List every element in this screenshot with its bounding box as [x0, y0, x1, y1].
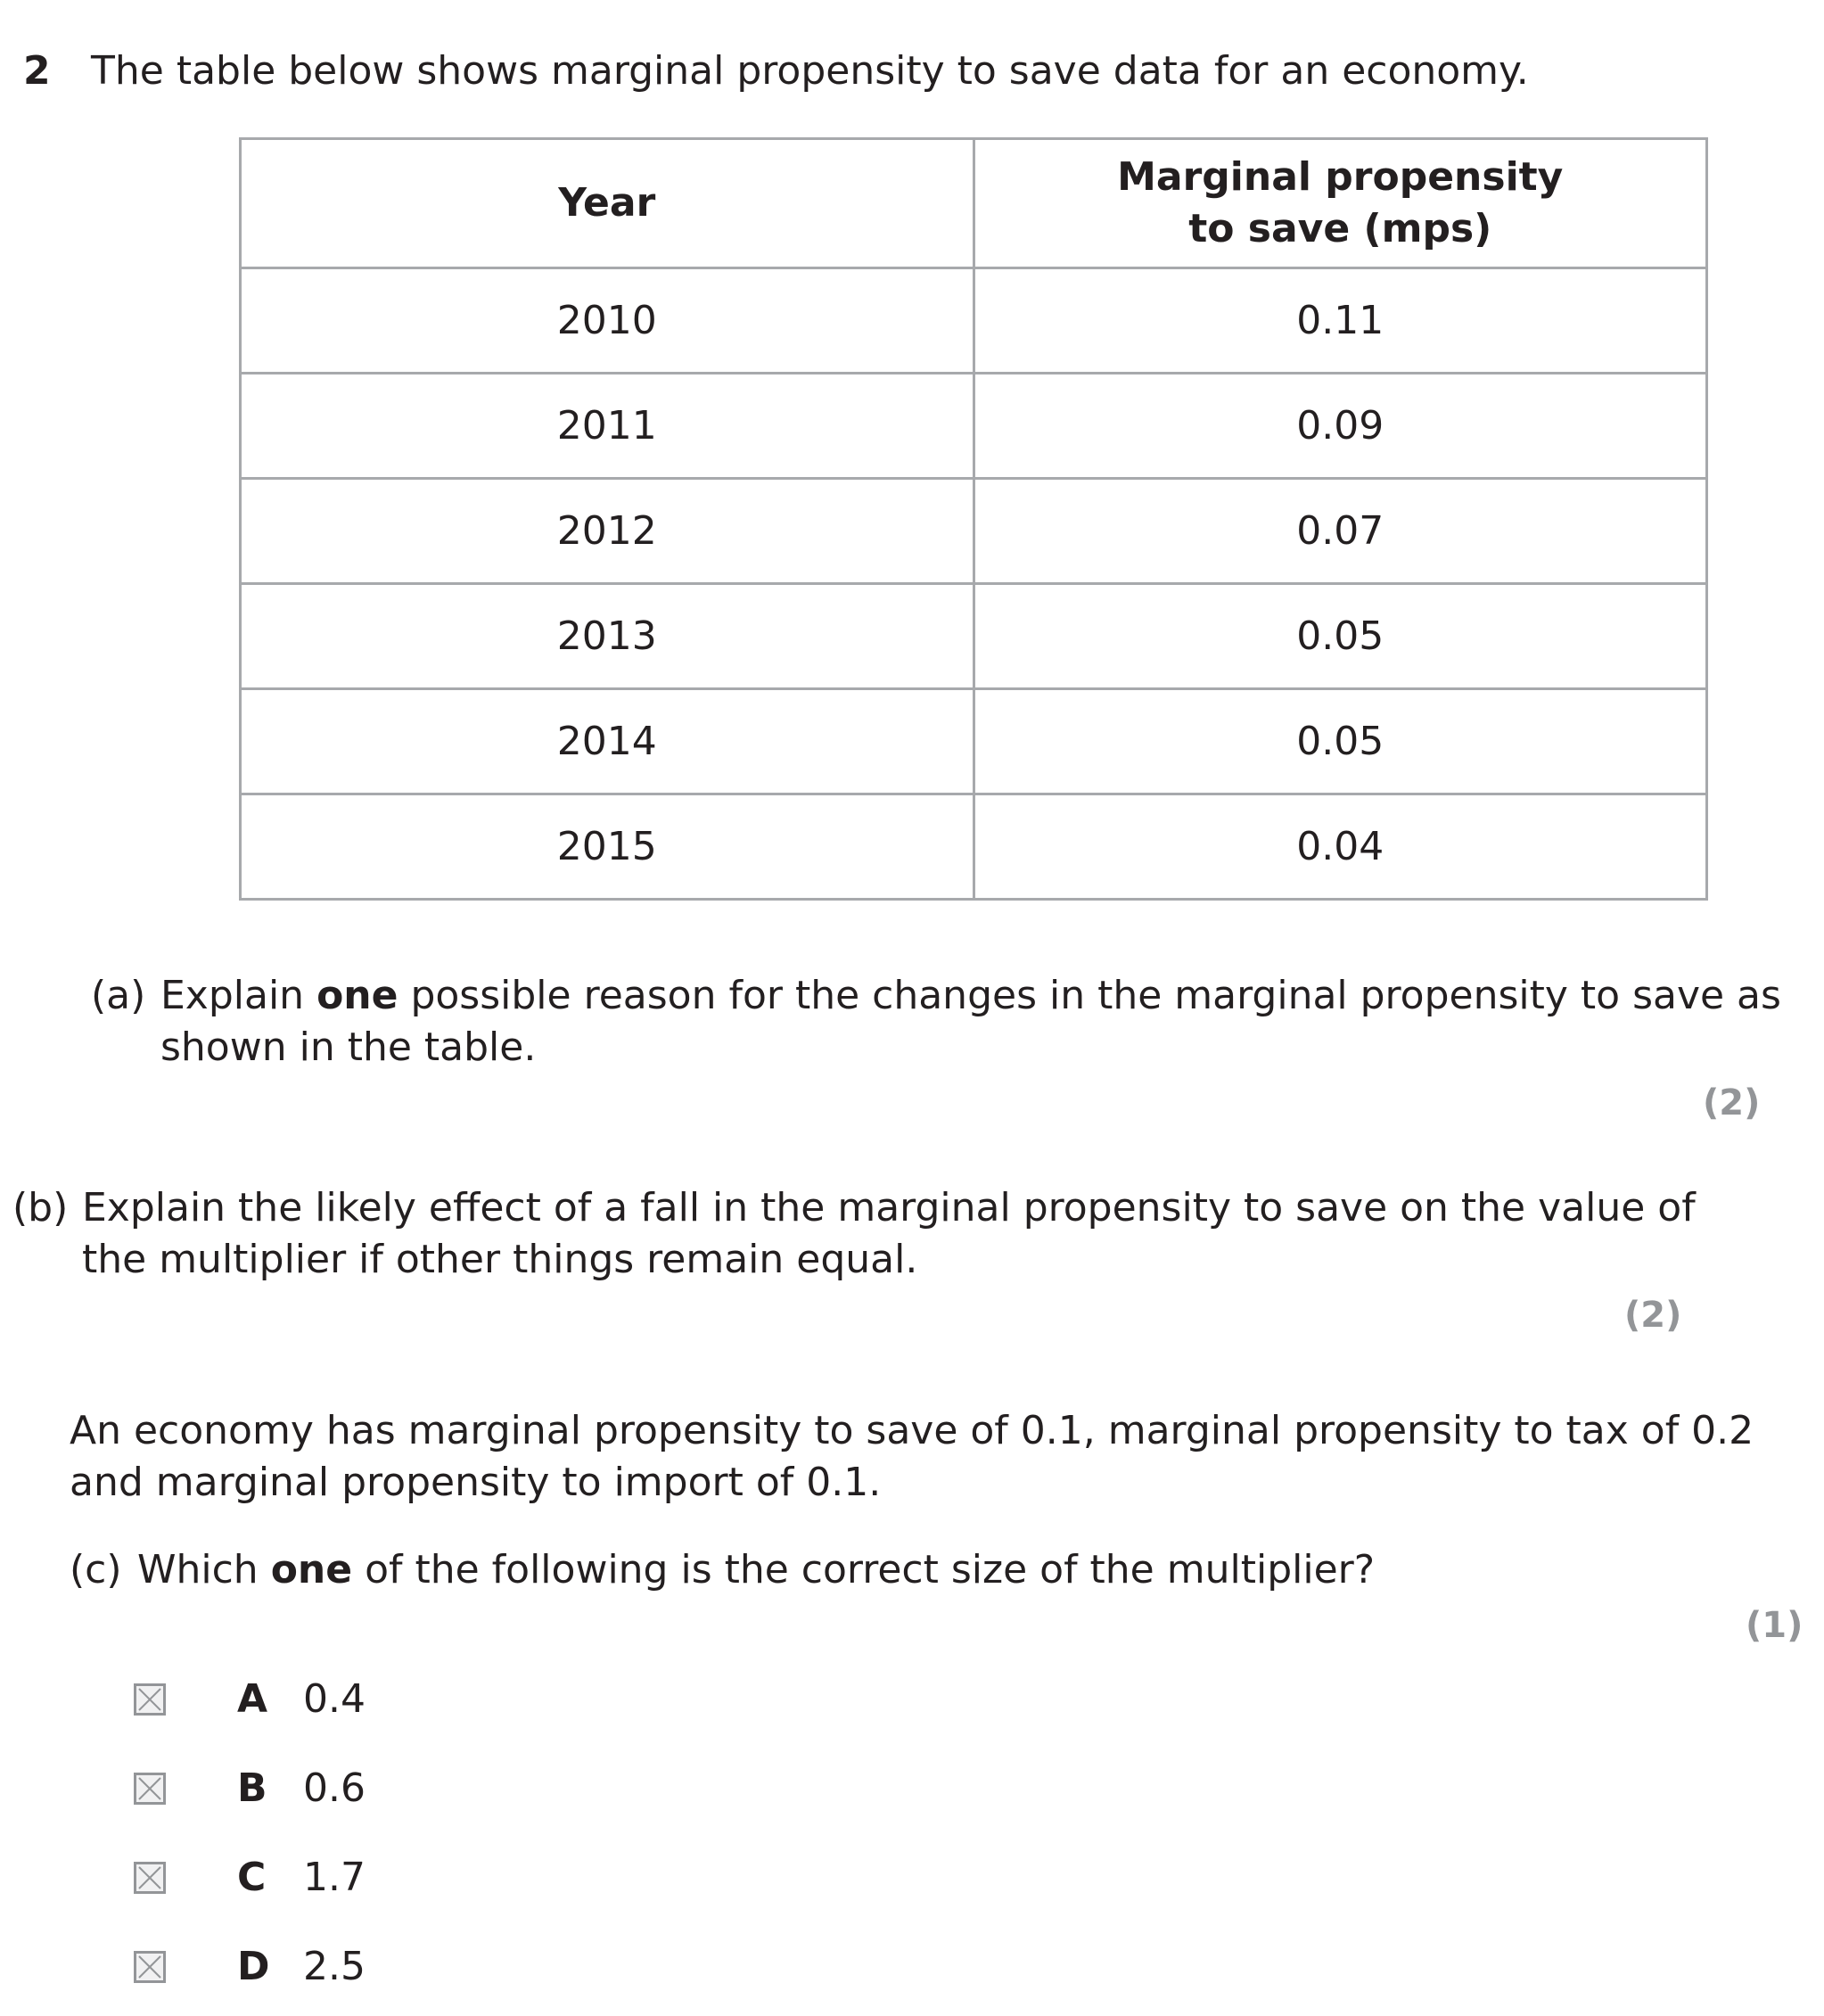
table-row: [241, 374, 1707, 479]
table-row: [241, 268, 1707, 374]
part-b-line1: Explain the likely effect of a fall in the marginal propensity to save on the value of: [82, 1185, 1696, 1230]
year-cell: 2013: [241, 584, 974, 689]
option-d-checkbox[interactable]: [134, 1951, 166, 1983]
header-mps-line1: Marginal propensity: [1117, 154, 1564, 200]
checkbox-cross-icon: [136, 1686, 163, 1713]
option-c[interactable]: [134, 1851, 366, 1905]
part-a-line2: shown in the table.: [160, 1024, 537, 1070]
checkbox-cross-icon: [136, 1775, 163, 1802]
option-b-checkbox[interactable]: [134, 1773, 166, 1805]
mps-cell: 0.04: [974, 794, 1707, 900]
year-cell: 2014: [241, 689, 974, 794]
option-d-letter: D: [237, 1944, 270, 1989]
part-b-line2: the multiplier if other things remain equal.: [82, 1237, 918, 1282]
year-cell: 2012: [241, 479, 974, 584]
option-a-checkbox[interactable]: [134, 1683, 166, 1716]
option-c-letter: C: [237, 1855, 267, 1900]
mps-cell: 0.09: [974, 374, 1707, 479]
table-row: [241, 479, 1707, 584]
year-cell: 2011: [241, 374, 974, 479]
table-row: [241, 689, 1707, 794]
part-c-bold: one: [270, 1547, 353, 1592]
header-mps: [974, 139, 1707, 268]
part-b-marks: (2): [1624, 1295, 1682, 1336]
option-d-value: 2.5: [303, 1944, 366, 1989]
header-mps-line2: to save (mps): [1188, 206, 1492, 251]
option-a-value: 0.4: [303, 1676, 366, 1722]
part-a-label: (a): [91, 973, 146, 1018]
part-c-text-pre: Which: [137, 1547, 271, 1592]
option-b-value: 0.6: [303, 1765, 366, 1811]
mps-cell: 0.05: [974, 584, 1707, 689]
option-b-letter: B: [237, 1765, 267, 1811]
part-c-label: (c): [70, 1547, 122, 1592]
option-a-letter: A: [237, 1676, 268, 1722]
part-a-marks: (2): [1703, 1082, 1761, 1123]
part-c-text-post: of the following is the correct size of the multiplier?: [352, 1547, 1376, 1592]
mps-cell: 0.11: [974, 268, 1707, 374]
context-line1: An economy has marginal propensity to save of 0.1, marginal propensity to tax of 0.2: [70, 1408, 1754, 1453]
year-cell: 2015: [241, 794, 974, 900]
mps-cell: 0.05: [974, 689, 1707, 794]
table-row: [241, 584, 1707, 689]
question-number: 2: [23, 48, 51, 94]
part-a-text-pre: Explain: [160, 973, 317, 1018]
context-line2: and marginal propensity to import of 0.1.: [70, 1460, 882, 1505]
checkbox-cross-icon: [136, 1864, 163, 1891]
part-a-text-post: possible reason for the changes in the marginal propensity to save as: [398, 973, 1781, 1018]
table-header-row: [241, 139, 1707, 268]
part-a-bold: one: [316, 973, 398, 1018]
table-row: [241, 794, 1707, 900]
part-c-question: [137, 1544, 1375, 1596]
part-c-marks: (1): [1746, 1605, 1803, 1646]
option-a[interactable]: [134, 1673, 366, 1726]
header-year: Year: [241, 139, 974, 268]
option-c-checkbox[interactable]: [134, 1862, 166, 1894]
part-b-label: (b): [12, 1185, 69, 1230]
option-c-value: 1.7: [303, 1855, 366, 1900]
option-b[interactable]: [134, 1762, 366, 1815]
question-stem: The table below shows marginal propensity to save data for an economy.: [91, 48, 1529, 94]
checkbox-cross-icon: [136, 1954, 163, 1980]
mps-table: [239, 137, 1708, 901]
mps-cell: 0.07: [974, 479, 1707, 584]
option-d[interactable]: [134, 1940, 366, 1994]
part-a-line1: [160, 970, 1781, 1022]
year-cell: 2010: [241, 268, 974, 374]
